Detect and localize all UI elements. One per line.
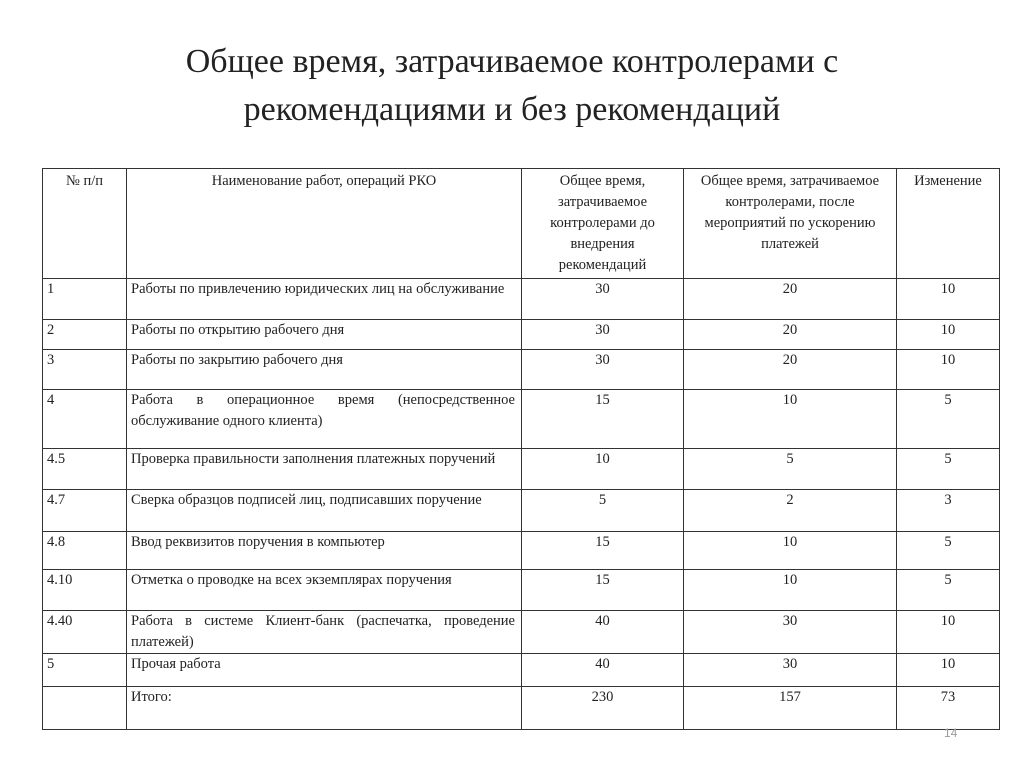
- row-change: 10: [897, 611, 1000, 654]
- row-number: 4.10: [43, 570, 127, 611]
- table-row: [43, 532, 1000, 570]
- table-header-row: [43, 169, 1000, 279]
- row-time-after: 30: [684, 654, 897, 687]
- total-time-after: 157: [684, 687, 897, 730]
- rko-time-table: [42, 168, 1000, 730]
- row-time-before: 15: [522, 570, 684, 611]
- row-time-after: 10: [684, 570, 897, 611]
- row-operation-name: Прочая работа: [127, 654, 522, 687]
- row-number: 5: [43, 654, 127, 687]
- header-number: № п/п: [43, 169, 127, 279]
- row-operation-name: Проверка правильности заполнения платежных поручений: [127, 449, 522, 490]
- header-operation-name: Наименование работ, операций РКО: [127, 169, 522, 279]
- slide-title: [90, 38, 934, 134]
- row-time-after: 20: [684, 350, 897, 390]
- row-change: 10: [897, 350, 1000, 390]
- row-time-after: 30: [684, 611, 897, 654]
- table-row: [43, 449, 1000, 490]
- row-operation-name: Ввод реквизитов поручения в компьютер: [127, 532, 522, 570]
- row-operation-name: Сверка образцов подписей лиц, подписавших поручение: [127, 490, 522, 532]
- table-row: [43, 611, 1000, 654]
- row-time-after: 10: [684, 532, 897, 570]
- row-operation-name: Работы по открытию рабочего дня: [127, 320, 522, 350]
- row-number: 4.7: [43, 490, 127, 532]
- row-operation-name: Работа в системе Клиент-банк (распечатка, проведение платежей): [127, 611, 522, 654]
- row-change: 3: [897, 490, 1000, 532]
- row-change: 5: [897, 532, 1000, 570]
- row-operation-name: Работы по закрытию рабочего дня: [127, 350, 522, 390]
- table-row: [43, 654, 1000, 687]
- row-time-after: 5: [684, 449, 897, 490]
- row-change: 10: [897, 320, 1000, 350]
- row-number: 4.40: [43, 611, 127, 654]
- row-time-before: 30: [522, 279, 684, 320]
- row-change: 5: [897, 449, 1000, 490]
- row-time-before: 40: [522, 611, 684, 654]
- total-label: Итого:: [127, 687, 522, 730]
- row-operation-name: Работы по привлечению юридических лиц на обслуживание: [127, 279, 522, 320]
- row-operation-name: Отметка о проводке на всех экземплярах поручения: [127, 570, 522, 611]
- row-number: 4: [43, 390, 127, 449]
- slide-title-line-2: рекомендациями и без рекомендаций: [243, 91, 781, 128]
- row-time-after: 2: [684, 490, 897, 532]
- total-change: 73: [897, 687, 1000, 730]
- row-number: 2: [43, 320, 127, 350]
- table-row: [43, 570, 1000, 611]
- header-change: Изменение: [897, 169, 1000, 279]
- header-time-after: Общее время, затрачиваемое контролерами, после мероприятий по ускорению платежей: [684, 169, 897, 279]
- row-time-after: 20: [684, 279, 897, 320]
- row-change: 10: [897, 279, 1000, 320]
- table-total-row: [43, 687, 1000, 730]
- row-time-after: 10: [684, 390, 897, 449]
- row-time-before: 15: [522, 390, 684, 449]
- table-row: [43, 279, 1000, 320]
- row-time-before: 40: [522, 654, 684, 687]
- row-number: 4.5: [43, 449, 127, 490]
- row-time-before: 10: [522, 449, 684, 490]
- slide-title-line-1: Общее время, затрачиваемое контролерами с: [185, 43, 839, 80]
- row-time-after: 20: [684, 320, 897, 350]
- row-change: 5: [897, 570, 1000, 611]
- row-change: 5: [897, 390, 1000, 449]
- page-number: 14: [944, 726, 958, 740]
- table-row: [43, 390, 1000, 449]
- header-time-before: Общее время, затрачиваемое контролерами до внедрения рекомендаций: [522, 169, 684, 279]
- row-operation-name: Работа в операционное время (непосредственное обслуживание одного клиента): [127, 390, 522, 449]
- row-time-before: 30: [522, 320, 684, 350]
- row-time-before: 15: [522, 532, 684, 570]
- row-time-before: 5: [522, 490, 684, 532]
- table-row: [43, 350, 1000, 390]
- row-change: 10: [897, 654, 1000, 687]
- table-row: [43, 320, 1000, 350]
- total-row-number: [43, 687, 127, 730]
- total-time-before: 230: [522, 687, 684, 730]
- row-time-before: 30: [522, 350, 684, 390]
- row-number: 1: [43, 279, 127, 320]
- row-number: 3: [43, 350, 127, 390]
- table-row: [43, 490, 1000, 532]
- row-number: 4.8: [43, 532, 127, 570]
